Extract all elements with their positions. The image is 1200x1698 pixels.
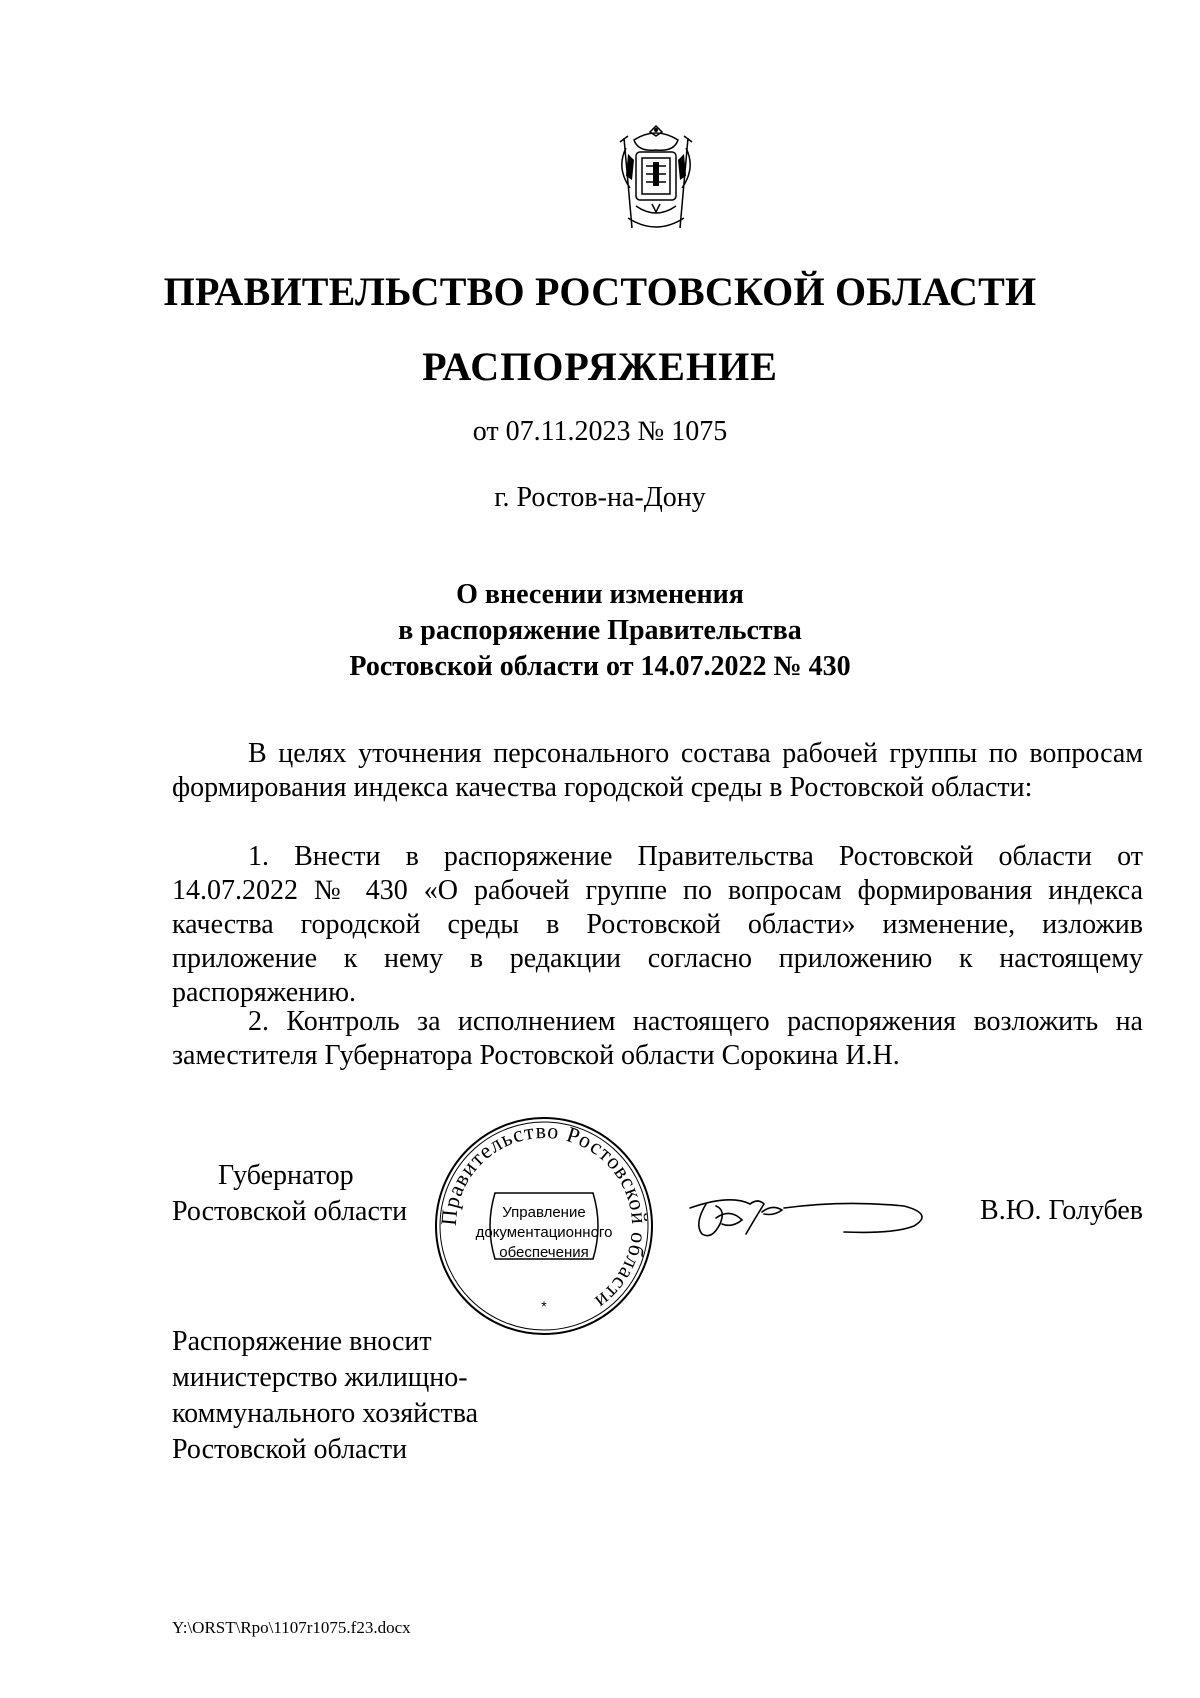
document-date-number: от 07.11.2023 № 1075: [472, 416, 728, 447]
official-seal: [433, 1115, 655, 1337]
document-subject: [0, 577, 1200, 685]
seal-inner-line: обеспечения: [499, 1244, 589, 1261]
subject-line: в распоряжение Правительства: [398, 615, 802, 646]
organization-title: ПРАВИТЕЛЬСТВО РОСТОВСКОЙ ОБЛАСТИ: [163, 269, 1037, 314]
intro-paragraph: В целях уточнения персонального состава рабочей группы по вопросам формирования индекса качества городской среды в Ростовской области:: [172, 738, 1143, 803]
submitter-line: Ростовской области: [172, 1434, 408, 1465]
submitter-line: министерство жилищно-: [172, 1362, 468, 1393]
signer-name: В.Ю. Голубев: [980, 1195, 1143, 1226]
submitter-block: [172, 1324, 478, 1468]
subject-line: Ростовской области от 14.07.2022 № 430: [349, 651, 851, 682]
item-2-paragraph: 2. Контроль за исполнением настоящего распоряжения возложить на заместителя Губернатора Ростовской области Сорокина И.Н.: [172, 1006, 1143, 1071]
coat-of-arms-icon: [606, 118, 706, 238]
seal-star-icon: *: [541, 1298, 547, 1314]
document-type-title: РАСПОРЯЖЕНИЕ: [422, 344, 778, 389]
footer-file-path: Y:\ORST\Rpo\1107r1075.f23.docx: [172, 1618, 411, 1637]
document-city: г. Ростов-на-Дону: [494, 482, 706, 513]
signer-position-line: Губернатор: [218, 1160, 354, 1191]
signer-position-line: Ростовской области: [172, 1196, 408, 1227]
submitter-line: коммунального хозяйства: [172, 1398, 479, 1429]
seal-inner-line: Управление: [502, 1204, 586, 1221]
submitter-line: Распоряжение вносит: [172, 1326, 432, 1357]
item-1-paragraph: 1. Внести в распоряжение Правительства Ростовской области от 14.07.2022 № 430 «О рабочей группе по вопросам формирования индекса качества городской среды в Ростовской области» изменение, изложив приложение к нему в редакции согласно приложению к настоящему распоряжению.: [172, 841, 1143, 1008]
subject-line: О внесении изменения: [456, 579, 744, 610]
handwritten-signature: [680, 1178, 940, 1258]
seal-outer-text: Правительство Ростовской области: [435, 1117, 653, 1316]
signer-position: [172, 1158, 407, 1230]
seal-inner-line: документационного: [475, 1224, 613, 1241]
